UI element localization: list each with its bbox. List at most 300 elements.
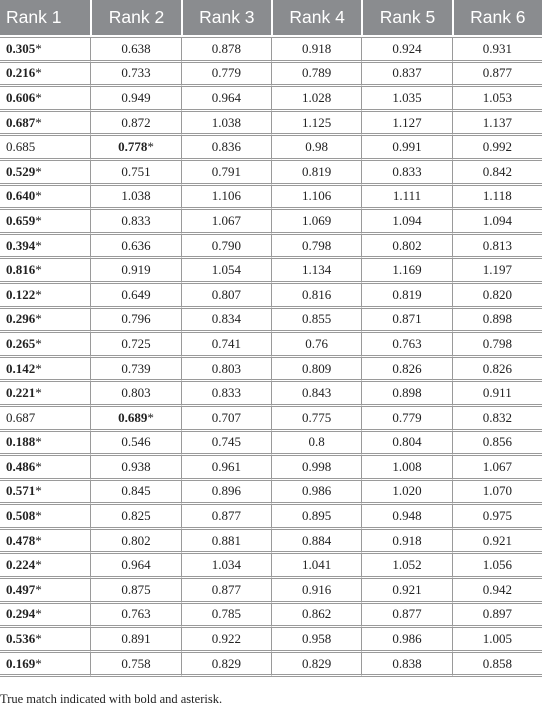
table-cell (90, 382, 180, 407)
table-cell (90, 186, 180, 211)
cell-value: 1.197 (482, 262, 512, 278)
table-cell (452, 63, 542, 88)
cell-value: 0.819 (392, 286, 422, 302)
cell-value: 0.216 (6, 65, 36, 81)
table-cell (452, 554, 542, 579)
table-cell (181, 87, 271, 112)
cell-value: 0.820 (482, 286, 512, 302)
cell-value: 0.921 (482, 532, 512, 548)
table-cell (90, 653, 180, 678)
cell-value: 0.833 (211, 385, 241, 401)
table-cell (361, 235, 451, 260)
cell-value: 0.922 (211, 631, 241, 647)
table-cell (181, 579, 271, 604)
table-cell (0, 579, 90, 604)
table-cell (0, 604, 90, 629)
cell-value: 0.825 (121, 508, 151, 524)
table-cell (452, 456, 542, 481)
cell-value: 0.546 (121, 434, 151, 450)
table-cell (361, 87, 451, 112)
cell-value: 0.638 (121, 40, 151, 56)
table-cell (90, 432, 180, 457)
cell-value: 0.802 (392, 237, 422, 253)
cell-value: 0.975 (482, 508, 512, 524)
table-cell (452, 161, 542, 186)
table-cell (361, 505, 451, 530)
header-rank-1: Rank 1 (0, 0, 90, 37)
match-marker: * (147, 409, 154, 425)
cell-value: 0.911 (482, 385, 512, 401)
table-cell (90, 210, 180, 235)
cell-value: 0.751 (121, 163, 151, 179)
table-cell (0, 112, 90, 137)
table-cell (452, 37, 542, 63)
cell-value: 1.028 (302, 89, 332, 105)
cell-value: 0.798 (302, 237, 332, 253)
cell-value: 0.919 (121, 262, 151, 278)
cell-value: 0.188 (6, 434, 36, 450)
table-row (0, 505, 542, 530)
table-cell (90, 505, 180, 530)
cell-value: 0.809 (302, 360, 332, 376)
cell-value: 0.142 (6, 360, 36, 376)
cell-value: 0.659 (6, 212, 36, 228)
cell-value: 0.877 (211, 508, 241, 524)
cell-value: 1.054 (211, 262, 241, 278)
match-marker: * (35, 286, 42, 302)
match-marker: * (147, 139, 154, 155)
cell-value: 1.094 (482, 212, 512, 228)
table-cell (452, 284, 542, 309)
table-cell (181, 382, 271, 407)
cell-value: 0.832 (482, 409, 512, 425)
table-row (0, 604, 542, 629)
table-cell (0, 554, 90, 579)
table-cell (0, 63, 90, 88)
table-cell (181, 235, 271, 260)
header-rank-5: Rank 5 (361, 0, 451, 37)
match-marker: * (35, 458, 42, 474)
table-cell (361, 653, 451, 678)
cell-value: 0.685 (6, 139, 36, 155)
table-cell (452, 186, 542, 211)
header-row (0, 0, 542, 37)
cell-value: 0.921 (392, 581, 422, 597)
cell-value: 0.833 (121, 212, 151, 228)
cell-value: 0.924 (392, 40, 422, 56)
cell-value: 1.169 (392, 262, 422, 278)
cell-value: 0.826 (392, 360, 422, 376)
cell-value: 0.571 (6, 483, 36, 499)
table-cell (0, 456, 90, 481)
table-cell (361, 456, 451, 481)
header-rank-4: Rank 4 (271, 0, 361, 37)
cell-value: 0.804 (392, 434, 422, 450)
table-cell (361, 37, 451, 63)
cell-value: 0.991 (392, 139, 422, 155)
cell-value: 0.394 (6, 237, 36, 253)
table-cell (361, 63, 451, 88)
table-row (0, 579, 542, 604)
table-cell (271, 112, 361, 137)
table-cell (90, 112, 180, 137)
header-rank-2: Rank 2 (90, 0, 180, 37)
table-cell (271, 653, 361, 678)
table-cell (271, 382, 361, 407)
cell-value: 0.836 (211, 139, 241, 155)
table-row (0, 407, 542, 432)
match-marker: * (35, 557, 42, 573)
cell-value: 0.763 (392, 335, 422, 351)
match-marker: * (35, 89, 42, 105)
cell-value: 0.796 (121, 311, 151, 327)
table-cell (90, 284, 180, 309)
cell-value: 0.871 (392, 311, 422, 327)
table-cell (181, 63, 271, 88)
table-cell (0, 358, 90, 383)
match-marker: * (35, 212, 42, 228)
cell-value: 0.640 (6, 188, 36, 204)
cell-value: 0.98 (305, 139, 329, 155)
table-cell (361, 382, 451, 407)
table-cell (271, 456, 361, 481)
table-cell (0, 259, 90, 284)
table-cell (181, 136, 271, 161)
cell-value: 0.649 (121, 286, 151, 302)
table-cell (271, 481, 361, 506)
cell-value: 0.775 (302, 409, 332, 425)
table-cell (361, 628, 451, 653)
table-cell (90, 481, 180, 506)
table-cell (452, 505, 542, 530)
table-cell (0, 284, 90, 309)
table-cell (361, 407, 451, 432)
cell-value: 0.221 (6, 385, 36, 401)
table-cell (90, 407, 180, 432)
match-marker: * (35, 188, 42, 204)
cell-value: 0.833 (392, 163, 422, 179)
table-cell (361, 136, 451, 161)
cell-value: 0.813 (482, 237, 512, 253)
table-cell (452, 235, 542, 260)
table-cell (0, 432, 90, 457)
cell-value: 0.803 (121, 385, 151, 401)
cell-value: 1.067 (482, 458, 512, 474)
table-cell (361, 284, 451, 309)
cell-value: 0.842 (482, 163, 512, 179)
cell-value: 1.125 (302, 114, 332, 130)
cell-value: 0.689 (118, 409, 148, 425)
table-row (0, 358, 542, 383)
table-cell (361, 432, 451, 457)
table-cell (0, 210, 90, 235)
table-row (0, 186, 542, 211)
cell-value: 0.891 (121, 631, 151, 647)
table-cell (271, 505, 361, 530)
cell-value: 1.056 (482, 557, 512, 573)
cell-value: 0.819 (302, 163, 332, 179)
table-cell (271, 63, 361, 88)
table-cell (452, 210, 542, 235)
table-cell (452, 432, 542, 457)
match-marker: * (35, 311, 42, 327)
table-cell (271, 259, 361, 284)
table-cell (452, 604, 542, 629)
cell-value: 0.931 (482, 40, 512, 56)
table-row (0, 653, 542, 678)
table-cell (90, 235, 180, 260)
table-cell (181, 481, 271, 506)
cell-value: 1.034 (211, 557, 241, 573)
cell-value: 1.008 (392, 458, 422, 474)
cell-value: 0.884 (302, 532, 332, 548)
cell-value: 0.878 (211, 40, 241, 56)
table-body (0, 37, 542, 677)
table-cell (90, 259, 180, 284)
table-cell (0, 186, 90, 211)
cell-value: 0.881 (211, 532, 241, 548)
table-row (0, 628, 542, 653)
footnote: True match indicated with bold and asterisk. (0, 692, 223, 706)
cell-value: 1.038 (121, 188, 151, 204)
table-cell (90, 63, 180, 88)
table-cell (181, 456, 271, 481)
cell-value: 1.111 (392, 188, 422, 204)
cell-value: 1.118 (482, 188, 512, 204)
table-cell (271, 37, 361, 63)
table-cell (90, 37, 180, 63)
table-cell (361, 481, 451, 506)
table-cell (271, 554, 361, 579)
table-cell (90, 333, 180, 358)
table-cell (452, 628, 542, 653)
cell-value: 0.964 (211, 89, 241, 105)
table-cell (181, 284, 271, 309)
cell-value: 0.998 (302, 458, 332, 474)
table-cell (361, 579, 451, 604)
cell-value: 0.294 (6, 606, 36, 622)
table-cell (0, 87, 90, 112)
cell-value: 0.862 (302, 606, 332, 622)
table-cell (181, 358, 271, 383)
cell-value: 0.877 (392, 606, 422, 622)
table-cell (271, 407, 361, 432)
table-cell (181, 259, 271, 284)
cell-value: 0.486 (6, 458, 36, 474)
table-cell (90, 554, 180, 579)
cell-value: 0.779 (392, 409, 422, 425)
table-row (0, 210, 542, 235)
table-cell (271, 309, 361, 334)
table-cell (361, 259, 451, 284)
table-row (0, 37, 542, 63)
cell-value: 1.005 (482, 631, 512, 647)
table-cell (361, 554, 451, 579)
cell-value: 0.497 (6, 581, 36, 597)
cell-value: 0.741 (211, 335, 241, 351)
table-cell (271, 358, 361, 383)
table-cell (452, 333, 542, 358)
table-cell (90, 530, 180, 555)
table-cell (181, 309, 271, 334)
cell-value: 0.948 (392, 508, 422, 524)
cell-value: 0.778 (118, 139, 148, 155)
table-cell (0, 530, 90, 555)
table-cell (271, 604, 361, 629)
table-cell (181, 112, 271, 137)
table-row (0, 333, 542, 358)
table-cell (271, 210, 361, 235)
table-cell (271, 136, 361, 161)
table-cell (90, 161, 180, 186)
cell-value: 0.872 (121, 114, 151, 130)
table-cell (0, 161, 90, 186)
table-cell (90, 628, 180, 653)
match-marker: * (35, 40, 42, 56)
table-cell (361, 112, 451, 137)
cell-value: 0.725 (121, 335, 151, 351)
table-cell (452, 87, 542, 112)
match-marker: * (35, 163, 42, 179)
table-cell (181, 210, 271, 235)
table-cell (0, 382, 90, 407)
table-cell (271, 432, 361, 457)
cell-value: 0.875 (121, 581, 151, 597)
table-cell (0, 309, 90, 334)
cell-value: 0.265 (6, 335, 36, 351)
table-cell (271, 284, 361, 309)
table-cell (0, 407, 90, 432)
cell-value: 0.877 (211, 581, 241, 597)
match-marker: * (35, 360, 42, 376)
table-cell (361, 530, 451, 555)
table-cell (452, 136, 542, 161)
cell-value: 0.785 (211, 606, 241, 622)
cell-value: 0.877 (482, 65, 512, 81)
cell-value: 0.949 (121, 89, 151, 105)
table-cell (361, 604, 451, 629)
table-cell (181, 407, 271, 432)
table-row (0, 161, 542, 186)
table-cell (90, 87, 180, 112)
table-cell (181, 37, 271, 63)
table-cell (271, 87, 361, 112)
cell-value: 0.636 (121, 237, 151, 253)
table-row (0, 63, 542, 88)
cell-value: 0.964 (121, 557, 151, 573)
table-cell (271, 186, 361, 211)
cell-value: 0.895 (302, 508, 332, 524)
cell-value: 0.961 (211, 458, 241, 474)
cell-value: 0.763 (121, 606, 151, 622)
cell-value: 0.918 (392, 532, 422, 548)
table-cell (452, 481, 542, 506)
table-cell (90, 456, 180, 481)
match-marker: * (35, 65, 42, 81)
table-row (0, 259, 542, 284)
cell-value: 0.858 (482, 655, 512, 671)
table-cell (181, 604, 271, 629)
cell-value: 0.896 (211, 483, 241, 499)
cell-value: 1.041 (302, 557, 332, 573)
table-cell (271, 628, 361, 653)
table-row (0, 456, 542, 481)
cell-value: 0.843 (302, 385, 332, 401)
cell-value: 0.733 (121, 65, 151, 81)
match-marker: * (35, 114, 42, 130)
table-cell (181, 554, 271, 579)
table-cell (361, 309, 451, 334)
table-cell (361, 210, 451, 235)
table-row (0, 382, 542, 407)
table-cell (90, 136, 180, 161)
table-cell (90, 358, 180, 383)
cell-value: 0.838 (392, 655, 422, 671)
table-cell (181, 505, 271, 530)
cell-value: 0.790 (211, 237, 241, 253)
table-cell (452, 579, 542, 604)
cell-value: 0.296 (6, 311, 36, 327)
table-cell (361, 333, 451, 358)
table-row (0, 554, 542, 579)
table-cell (0, 235, 90, 260)
cell-value: 0.916 (302, 581, 332, 597)
table-cell (452, 382, 542, 407)
cell-value: 0.224 (6, 557, 36, 573)
cell-value: 0.898 (482, 311, 512, 327)
cell-value: 0.829 (211, 655, 241, 671)
table-cell (452, 358, 542, 383)
match-marker: * (35, 434, 42, 450)
cell-value: 0.739 (121, 360, 151, 376)
cell-value: 0.745 (211, 434, 241, 450)
table-cell (0, 653, 90, 678)
cell-value: 1.067 (211, 212, 241, 228)
cell-value: 0.992 (482, 139, 512, 155)
table-cell (181, 161, 271, 186)
match-marker: * (35, 532, 42, 548)
cell-value: 0.845 (121, 483, 151, 499)
table-cell (181, 530, 271, 555)
table-cell (90, 604, 180, 629)
match-marker: * (35, 335, 42, 351)
cell-value: 1.127 (392, 114, 422, 130)
cell-value: 1.035 (392, 89, 422, 105)
cell-value: 1.134 (302, 262, 332, 278)
cell-value: 1.020 (392, 483, 422, 499)
table-cell (181, 432, 271, 457)
cell-value: 0.606 (6, 89, 36, 105)
header-rank-6: Rank 6 (452, 0, 542, 37)
cell-value: 0.986 (302, 483, 332, 499)
table-cell (0, 505, 90, 530)
cell-value: 0.918 (302, 40, 332, 56)
cell-value: 0.898 (392, 385, 422, 401)
cell-value: 0.807 (211, 286, 241, 302)
cell-value: 0.855 (302, 311, 332, 327)
table-cell (181, 333, 271, 358)
cell-value: 1.070 (482, 483, 512, 499)
match-marker: * (35, 508, 42, 524)
match-marker: * (35, 385, 42, 401)
cell-value: 0.856 (482, 434, 512, 450)
table-cell (271, 235, 361, 260)
table-cell (452, 112, 542, 137)
cell-value: 1.053 (482, 89, 512, 105)
table-cell (452, 259, 542, 284)
table-cell (452, 309, 542, 334)
match-marker: * (35, 606, 42, 622)
